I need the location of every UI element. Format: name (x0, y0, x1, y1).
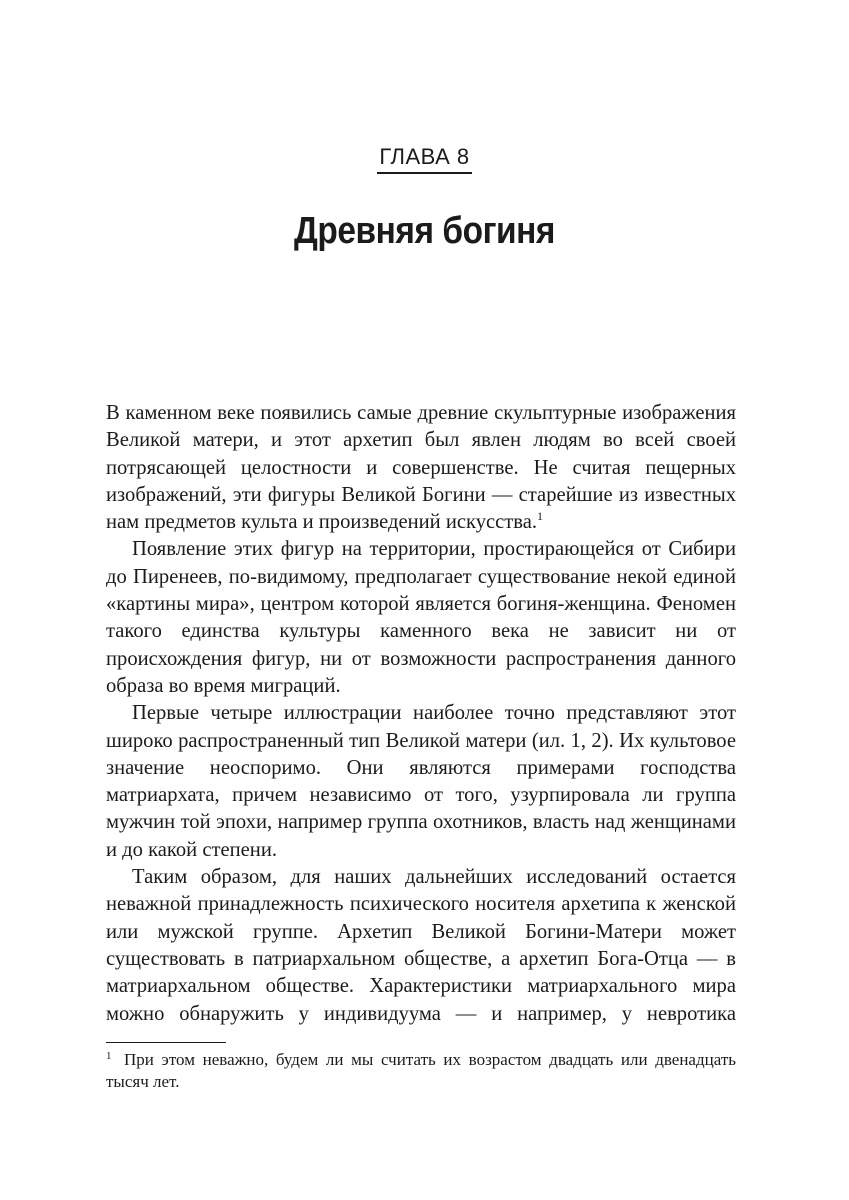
paragraph-3: Первые четыре иллюстрации наиболее точно представляют этот широко распространенный тип Великой матери (ил. 1, 2). Их культовое значение неоспоримо. Они являются примерами господства матриархата, причем независимо от того, узурпировала ли группа мужчин той эпохи, например группа охотников, власть над женщинами и до какой степени. (106, 702, 736, 861)
footnote-reference: 1 (537, 509, 544, 524)
chapter-label (0, 144, 849, 174)
body-text (106, 400, 736, 1028)
paragraph-1-text: В каменном веке появились самые древние скульптурные изображения Великой матери, и этот архетип был явлен людям во всей своей потрясающей целостности и совершенстве. Не считая пещерных изображений, эти фигуры Великой Богини — старейшие из известных нам предметов культа и произведений искусства. (106, 402, 736, 534)
chapter-title: Древняя богиня (293, 210, 556, 252)
footnote-number: 1 (106, 1050, 112, 1062)
paragraph-4: Таким образом, для наших дальнейших исследований остается неважной принадлежность психического носителя архетипа к женской или мужской группе. Архетип Великой Богини-Матери может существовать в патриархальном обществе, а архетип Бога-Отца — в матриархальном обществе. Характеристики матриархального мира можно обнаружить у индивидуума — и например, у невротика (106, 866, 736, 1025)
paragraph-2: Появление этих фигур на территории, простирающейся от Сибири до Пиренеев, по-видимому, предполагает существование некой единой «картины мира», центром которой является богиня-женщина. Феномен такого единства культуры каменного века не зависит ни от происхождения фигур, ни от возможности распространения данного образа во время миграций. (106, 538, 736, 697)
footnote-text: При этом неважно, будем ли мы считать их возрастом двадцать или двенадцать тысяч лет. (106, 1050, 736, 1091)
footnote (106, 1049, 736, 1093)
paragraph-1 (106, 400, 736, 536)
footnote-divider (106, 1042, 226, 1043)
chapter-label-text: ГЛАВА 8 (377, 144, 471, 174)
